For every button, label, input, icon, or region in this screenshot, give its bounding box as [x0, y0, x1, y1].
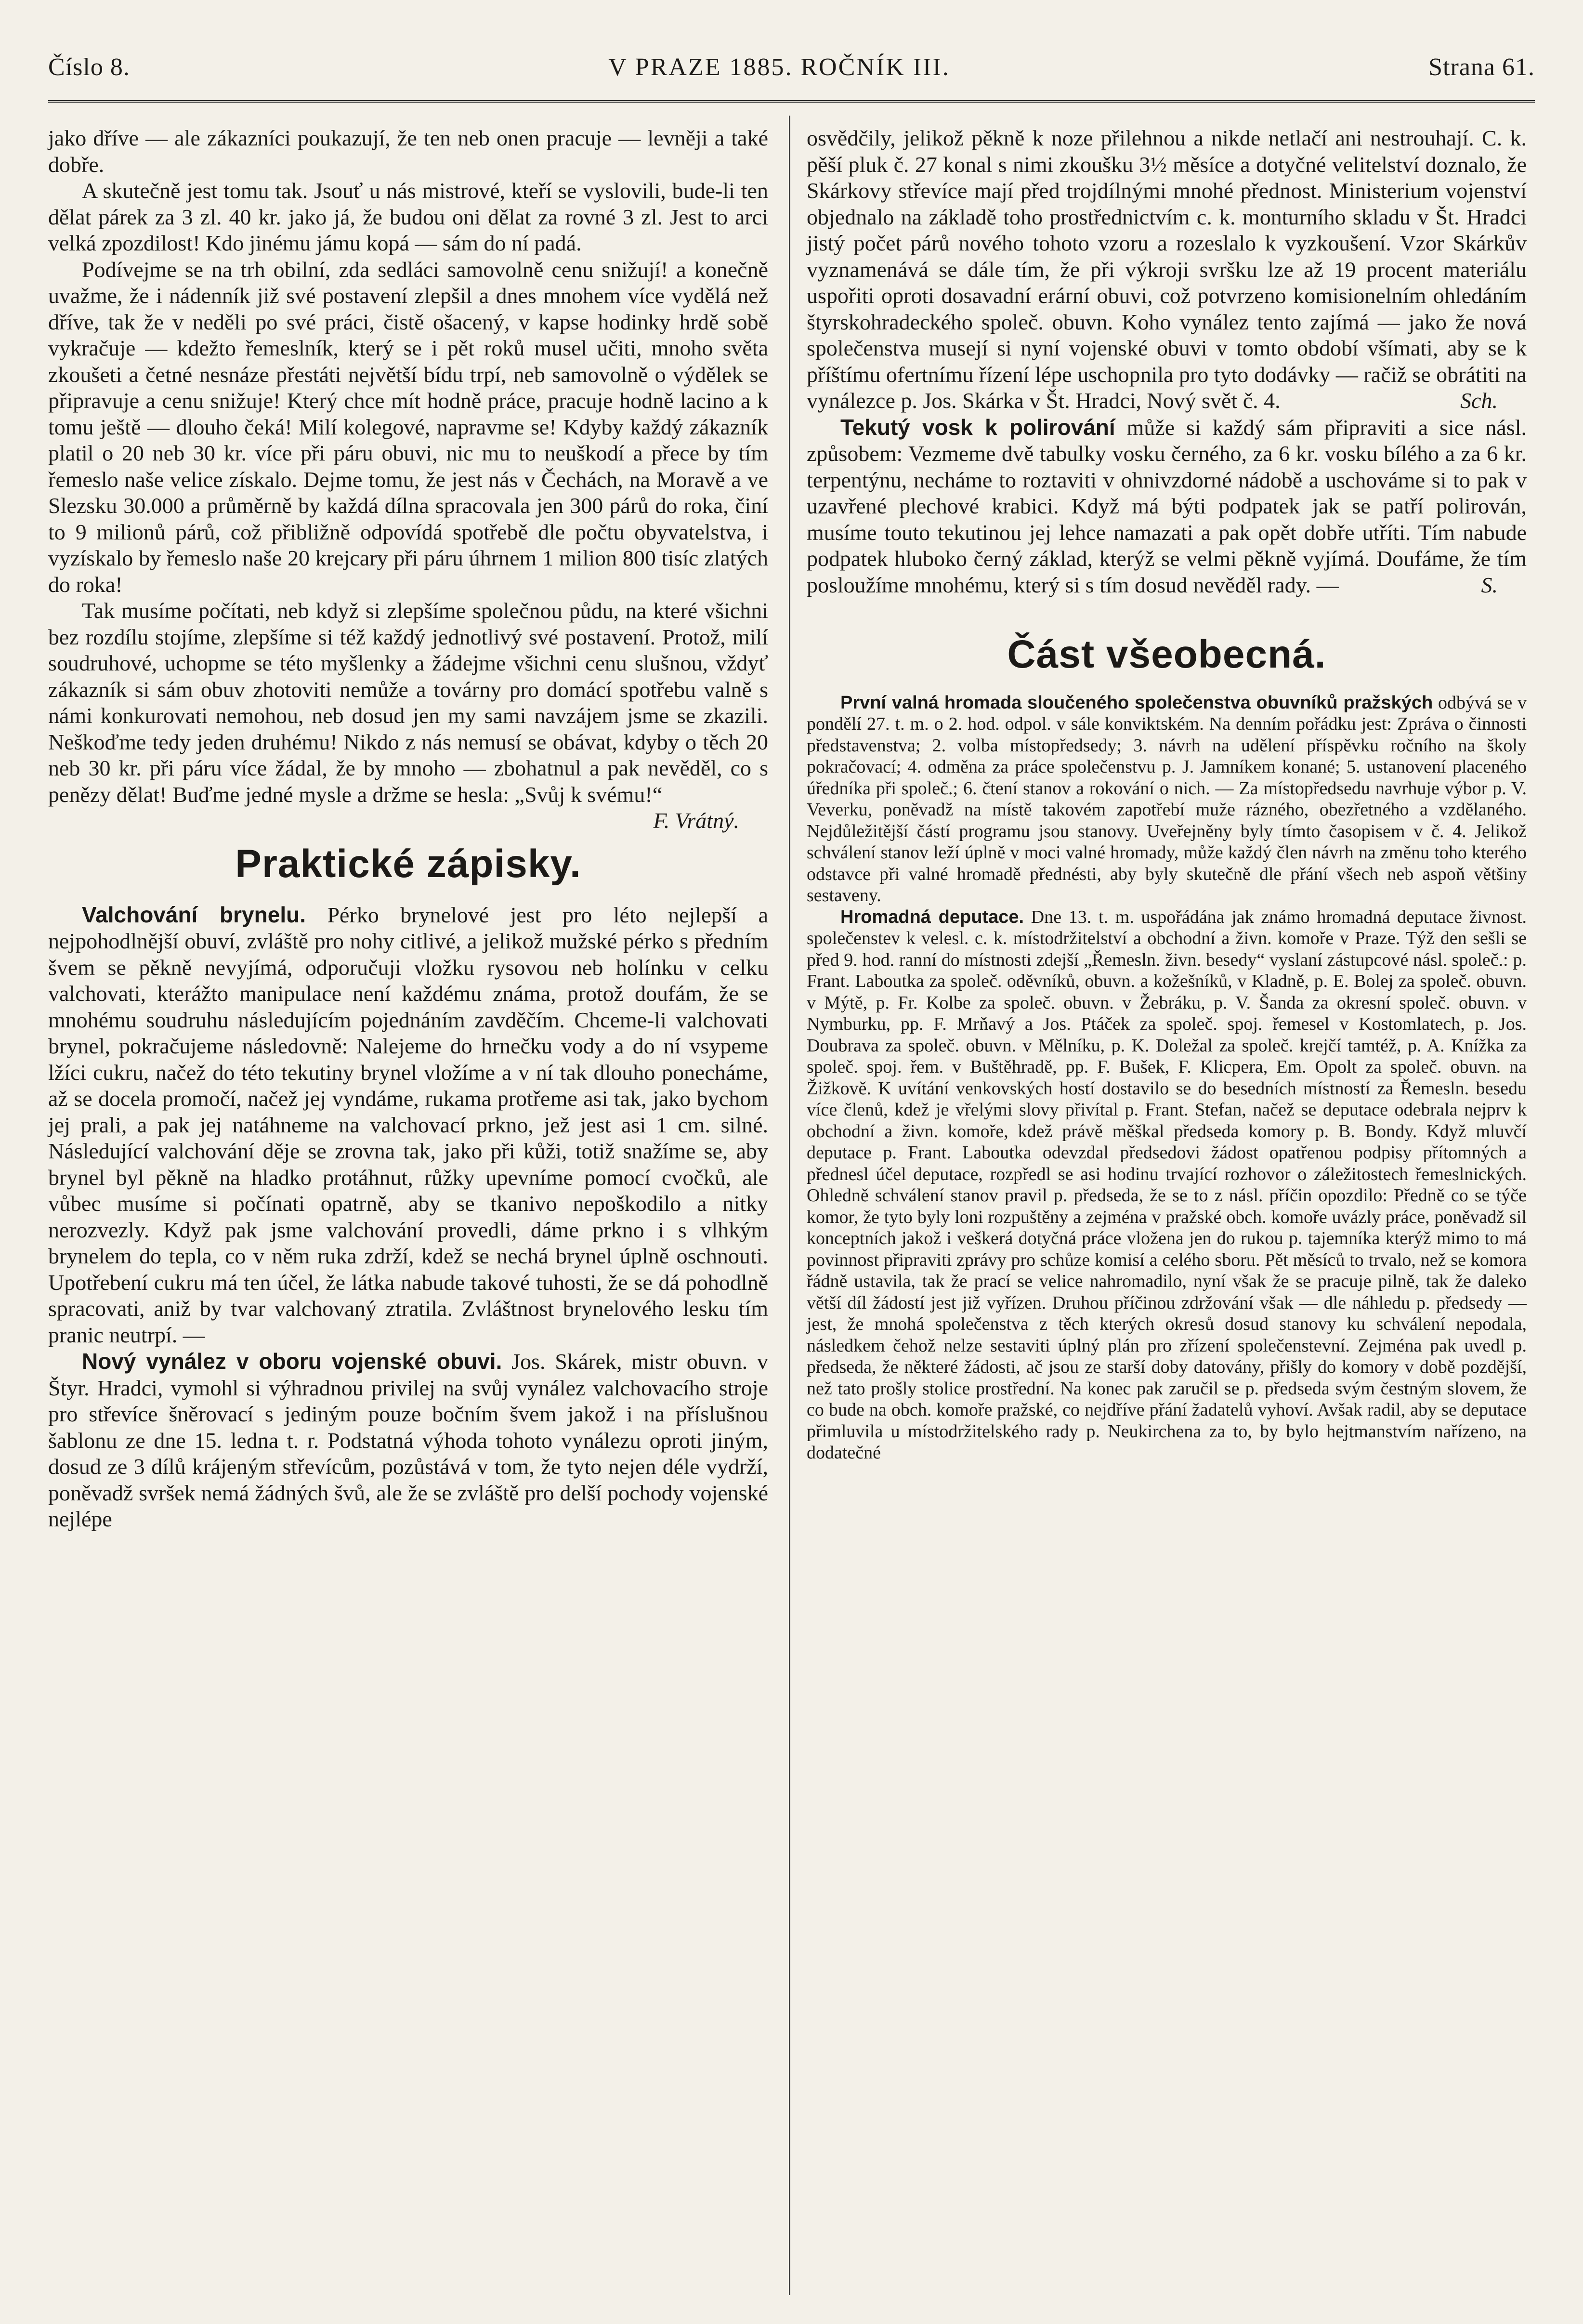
- article: [48, 1348, 768, 1533]
- issue-number: Číslo 8.: [48, 53, 130, 81]
- author-signature: S.: [1481, 572, 1498, 597]
- article-heading: Hromadná deputace.: [840, 906, 1024, 927]
- paragraph: [807, 125, 1527, 414]
- article-text: může si každý sám připraviti a sice násl. způsobem: Vezmeme dvě tabulky vosku černého, za 6 kr. vosku bílého a za 6 kr. terpentýnu, necháme to roztaviti v ohnivzdorné nádobě a uschováme si to pak v uzavřené plechové krabici. Když má býti podpatek jak se patří polirován, musíme touto tekutinou jej lehce namazati a pak opět dobře utříti. Tím nabude podpatek hluboko černý základ, kterýž se velmi pěkně vyjímá. Doufáme, že tím posloužíme mnohému, který si s tím dosud nevěděl rady. —: [807, 415, 1527, 597]
- column-divider: [789, 116, 790, 2295]
- author-signature: Sch.: [1460, 388, 1498, 413]
- paragraph: [48, 598, 768, 833]
- section-title: Část všeobecná.: [1007, 632, 1326, 676]
- paragraph-text: osvědčily, jelikož pěkně k noze přilehnou a nikde netlačí ani nestrouhají. C. k. pěší pluk č. 27 konal s nimi zkoušku 3½ měsíce a dotyčné velitelství doznalo, že Skárkovy střevíce mají před trojdílnými mnohé přednost. Ministerium vojenství objednalo na základě toho prostřednictvím c. k. monturního skladu v Št. Hradci jistý počet párů nového tohoto vzoru a rozeslalo k vyzkoušení. Vzor Skárkův vyznamenává se dále tím, že při výkroji svršku lze až 19 procent materiálu uspořiti oproti dosavadní erární obuvi, což potvrzeno komisionelním ohledáním štyrskohradeckého společ. obuvn. Koho vynález tento zajímá — jako že nová společenstva musejí si nyní vojenské obuvi v tomto období všímati, aby se k příštímu ofertnímu řízení lépe uschopnila pro tyto dodávky — račiž se obrátiti na vynálezce p. Jos. Skárka v Št. Hradci, Nový svět č. 4.: [807, 126, 1527, 413]
- paragraph: A skutečně jest tomu tak. Jsouť u nás mistrové, kteří se vyslovili, bude-li ten dělat párek za 3 zl. 40 kr. jako já, že budou oni dělat za rovné 3 zl. Jest to arci velká zpozdilost! Kdo jinému jámu kopá — sám do ní padá.: [48, 178, 768, 255]
- article-text: Jos. Skárek, mistr obuvn. v Štyr. Hradci, vymohl si výhradnou privilej na svůj vynález valchovacího stroje pro střevíce šněrovací s jediným pouze bočním švem jakož i na příslušnou šablonu ze dne 15. ledna t. r. Podstatná výhoda tohoto vynálezu oproti jiným, dosud ze 3 dílů krájeným střevícům, pozůstává v tom, že tyto nejen déle vydrží, poněvadž svršek nemá žádných švů, ale že se zvláště pro delší pochody vojenské nejlépe: [48, 1349, 769, 1531]
- article-heading: Tekutý vosk k polirování: [840, 414, 1115, 440]
- paragraph: Podívejme se na trh obilní, zda sedláci samovolně cenu snižují! a konečně uvažme, že i nádenník již své postavení zlepšil a dnes mnohem více vydělá než dříve, tak že v neděli po své práci, čistě ošacený, v kapse hodinky hrdě sobě vykračuje — kdežto řemeslník, který se i pět roků musel učiti, mnoho světa zkoušeti a četné nesnáze přestáti největší bídu trpí, neb samovolně o výdělek se připravuje a cenu snižuje! Který chce mít hodně práce, pracuje hodně lacino a k tomu ještě — dlouho čeká! Milí kolegové, napravme se! Kdyby každý zákazník platil o 20 neb 30 kr. více při páru obuvi, nic mu to neuškodí a přece by tím řemeslo naše velice získalo. Dejme tomu, že jest nás v Čechách, na Moravě a ve Slezsku 30.000 a průměrně by každá dílna spracovala jen 300 párů do roka, činí to 9 milionů párů, což přibližně odpovídá spotřebě dle počtu obyvatelstva, i vyzískalo by řemeslo naše 20 krejcary při páru úhrnem 1 milion 800 tisíc zlatých do roka!: [48, 257, 768, 597]
- right-column: [807, 125, 1527, 1464]
- section-title: Praktické zápisky.: [235, 842, 581, 886]
- article-heading: První valná hromada sloučeného společenstva obuvníků pražských: [840, 692, 1433, 713]
- article: [807, 906, 1527, 1464]
- left-column: [48, 125, 768, 1533]
- article-text: odbývá se v pondělí 27. t. m. o 2. hod. odpol. v sále konviktském. Na denním pořádku jest: Zpráva o činnosti představenstva; 2. volba místopředsedy; 3. návrh na udělení příspěvku ročního na školy pokračovací; 4. odměna za práce společenstvu p. J. Jamníkem konané; 5. ustanovení placeného úředníka při společ.; 6. čtení stanov a rokování o nich. — Za místopředsedu navrhuje výbor p. V. Veverku, poněvadž na místě takovém zapotřebí muže rázného, obezřetného a vzdělaného. Nejdůležitější částí programu jsou stanovy. Uveřejněny byly tímto časopisem v č. 4. Jelikož schválení stanov leží úplně v moci valné hromady, může každý člen návrh na změnu toho kterého odstavce při valné hromadě přednésti, aby byly skutečně dle přání všech neb aspoň většiny sestaveny.: [807, 692, 1527, 906]
- article-heading: Nový vynález v oboru vojenské obuvi.: [82, 1349, 502, 1374]
- page-header: [48, 53, 1535, 92]
- header-rule: [48, 100, 1535, 103]
- paragraph-text: Tak musíme počítati, neb když si zlepšíme společnou půdu, na které všichni bez rozdílu stojíme, zlepšíme si též každý jednotlivý své postavení. Protož, milí soudruhové, uchopme se této myšlenky a žádejme všichni cenu slušnou, vždyť zákazník si sám obuv zhotoviti nemůže a továrny pro domácí spotřebu valně s námi konkurovati nemohou, neb dosud jen my sami navzájem jsme se zkazili. Neškoďme tedy jeden druhému! Nikdo z nás nemusí se obávat, kdyby o těch 20 neb 30 kr. při páru více žádal, že by mnoho — zbohatnul a pak nevěděl, co s penězy dělat! Buďme jedné mysle a držme se hesla: „Svůj k svému!“: [48, 598, 768, 807]
- paragraph: jako dříve — ale zákazníci poukazují, že ten neb onen pracuje — levněji a také dobře.: [48, 126, 768, 177]
- article: [807, 692, 1527, 906]
- article-text: Dne 13. t. m. uspořádána jak známo hromadná deputace živnost. společenstev k velesl. c. k. místodržitelství a obchodní a živn. komoře v Praze. Týž den sešli se před 9. hod. ranní do místnosti zdejší „Řemesln. živn. besedy“ vyslaní zástupcové násl. společ.: p. Frant. Laboutka za společ. oděvníků, obuvn. a kožešníků, v Kladně, p. E. Bolej za společ. obuvn. v Mýtě, p. Fr. Kolbe za společ. obuvn. v Žebráku, p. V. Šanda za okresní společ. obuvn. v Nymburku, pp. F. Mrňavý a Jos. Ptáček za společ. spoj. řemesel v Kostomlatech, p. Jos. Doubrava za společ. obuvn. v Mělníku, p. K. Doležal za společ. krejčí tamtéž, p. A. Knížka za společ. spoj. řem. v Buštěhradě, pp. F. Bušek, F. Klicpera, Em. Opolt za společ. obuvn. na Žižkově. K uvítání venkovských hostí dostavilo se do besedních místností za Řemesln. besedu více členů, kdež je vřelými slovy přivítal p. Frant. Stefan, načež se deputace odebrala nejprv k obchodní a živn. komoře, kdež právě měškal předseda komory p. B. Bondy. Když mluvčí deputace p. Frant. Laboutka odevzdal předsedovi žádost opatřenou podpisy přítomných a přednesl účel deputace, rozpředl se asi hodinu trvající rozhovor o záležitostech řemeslnických. Ohledně schválení stanov pravil p. předseda, že se to z násl. příčin opozdilo: Předně co se týče komor, že tyto byly loni rozpuštěny a zejména v pražské obch. komoře uvázly práce, poněvadž sil konceptních jakož i veškerá dotyčná práce vložena jen do rukou p. tajemníka kterýž mimo to má povinnost připraviti zprávy pro schůze komisí a celého sboru. Pět měsíců to trvalo, než se komora řádně ustavila, tak že prací se velice nahromadilo, nyní však že se pracuje pilně, tak že daleko větší díl žádostí jest již vyřízen. Druhou příčinou zdržování však — dle náhledu p. předsedy — jest, že mnohá společenstva z těch kterých okresů dosud stanovy ku schválení nepodala, následkem čehož nelze sestaviti úplný plán pro zřízení společenstevní. Zejména pak uvedl p. předseda, že některé žádosti, ač jsou ze starší doby datovány, přišly do komory v době pozdější, než tato prošly stolice prostřední. Na konec pak zaručil se p. předseda svým čestným slovem, že co bude na obch. komoře pražské, co nejdříve přání žadatelů vyhoví. Avšak radil, aby se deputace přimluvila u místodržitelského rady p. Neukirchena za to, by bylo hejtmanstvím nařízeno, na dodatečné: [807, 906, 1527, 1463]
- article: [48, 902, 768, 1349]
- article-text: Pérko brynelové jest pro léto nejlepší a nejpohodlnější obuví, zvláště pro nohy citlivé, a jelikož mužské pérko s předním švem se pěkně nevyjímá, odporučuji vložku rysovou neb holínku v celku valchovati, kterážto manipulace není každému známa, protož doufám, že se mnohému soudruhu následujícím pojednáním zavděčím. Chceme-li valchovati brynel, pokračujeme následovně: Nalejeme do hrnečku vody a do ní vsypeme lžíci cukru, načež do této tekutiny brynel vložíme a v ní tak dlouho ponecháme, až se docela promočí, načež jej vyndáme, rukama protřeme asi tak, jako bychom jej prali, a pak jej natáhneme na valchovací prkno, jež jest asi 1 cm. silné. Následující valchování děje se zrovna tak, jako při kůži, totiž snažíme se, aby brynel byl pěkně na hladko protáhnut, růžky upevníme pomocí cvočků, ale vůbec musíme si počínati opatrně, aby se tkanivo nepoškodilo a nitky nerozvezly. Když pak jsme valchování provedli, dáme prkno i s vlhkým brynelem do tepla, co v něm ruka zdrží, kdež se nechá brynel úplně oschnouti. Upotřebení cukru má ten účel, že látka nabude takové tuhosti, že se dá pohodlně spracovati, aniž by tvar valchovaný ztratila. Zvláštnost brynelového lesku tím pranic neutrpí. —: [48, 902, 769, 1347]
- article: [807, 414, 1527, 599]
- article-heading: Valchování brynelu.: [82, 902, 306, 927]
- issue-date-volume: V PRAZE 1885. ROČNÍK III.: [608, 53, 950, 81]
- page-number: Strana 61.: [1428, 53, 1535, 81]
- author-signature: F. Vrátný.: [653, 808, 739, 833]
